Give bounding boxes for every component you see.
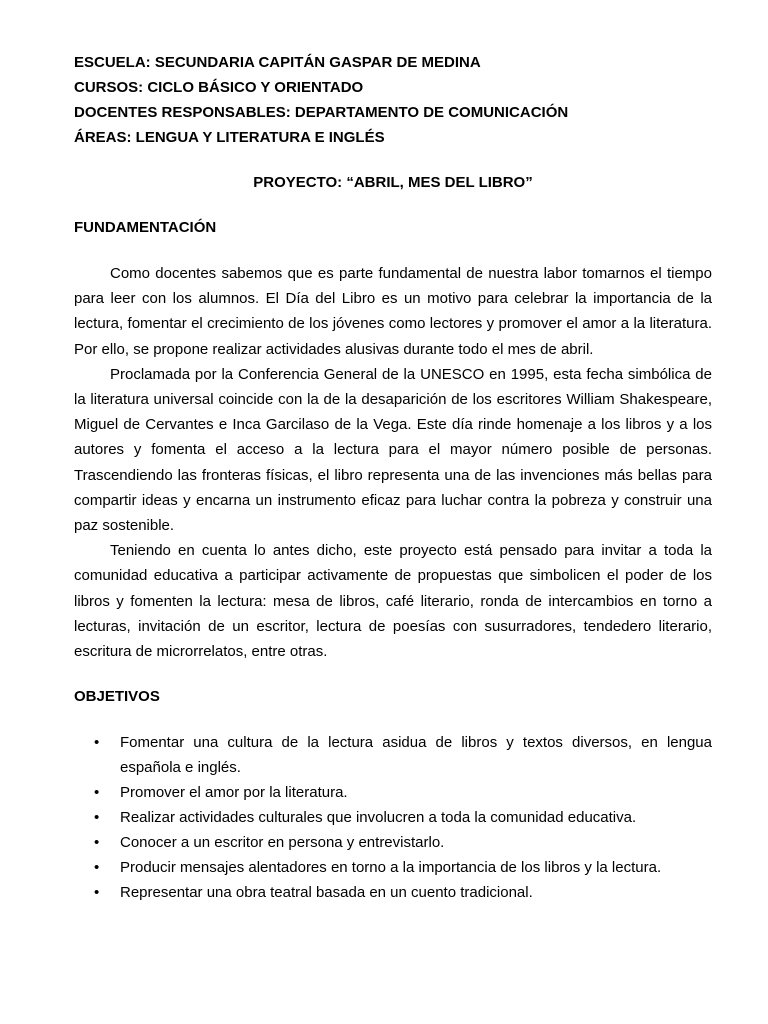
- list-item-text: Conocer a un escritor en persona y entrevistarlo.: [120, 834, 445, 852]
- header-school: ESCUELA: SECUNDARIA CAPITÁN GASPAR DE MEDINA: [74, 54, 481, 71]
- bullet-icon: •: [94, 809, 100, 827]
- list-item: [74, 830, 712, 855]
- fundamentacion-body: [74, 261, 712, 664]
- list-item-text: Representar una obra teatral basada en un cuento tradicional.: [120, 884, 533, 902]
- bullet-icon: •: [94, 834, 100, 852]
- bullet-icon: •: [94, 884, 100, 902]
- fundamentacion-paragraph: Proclamada por la Conferencia General de la UNESCO en 1995, esta fecha simbólica de la literatura universal coincide con la de la desaparición de los escritores William Shakespeare, Miguel de Cervantes e Inca Garcilaso de la Vega. Este día rinde homenaje a los libros y a los autores y fomenta el acceso a la lectura para el mayor número posible de personas. Trascendiendo las fronteras físicas, el libro representa una de las invenciones más bellas para compartir ideas y encarna un instrumento eficaz para luchar contra la pobreza y construir una paz sostenible.: [74, 365, 712, 535]
- list-item-text: Promover el amor por la literatura.: [120, 784, 348, 802]
- document-header: [74, 50, 712, 150]
- objetivos-list: [74, 730, 712, 905]
- bullet-icon: •: [94, 734, 100, 752]
- list-item: [74, 880, 712, 905]
- list-item-text: Realizar actividades culturales que involucren a toda la comunidad educativa.: [120, 809, 637, 827]
- list-item: [74, 805, 712, 830]
- fundamentacion-paragraph: Como docentes sabemos que es parte fundamental de nuestra labor tomarnos el tiempo para leer con los alumnos. El Día del Libro es un motivo para celebrar la importancia de la lectura, fomentar el crecimiento de los jóvenes como lectores y promover el amor a la literatura. Por ello, se propone realizar actividades alusivas durante todo el mes de abril.: [74, 265, 712, 358]
- list-item-text: Producir mensajes alentadores en torno a la importancia de los libros y la lectura.: [120, 859, 662, 877]
- fundamentacion-heading: FUNDAMENTACIÓN: [74, 219, 217, 236]
- bullet-icon: •: [94, 859, 100, 877]
- fundamentacion-paragraph: Teniendo en cuenta lo antes dicho, este proyecto está pensado para invitar a toda la comunidad educativa a participar activamente de propuestas que simbolicen el poder de los libros y fomenten la lectura: mesa de libros, café literario, ronda de intercambios en torno a lecturas, invitación de un escritor, lectura de poesías con susurradores, tendedero literario, escritura de microrrelatos, entre otras.: [74, 542, 712, 661]
- header-areas: ÁREAS: LENGUA Y LITERATURA E INGLÉS: [74, 129, 385, 146]
- list-item: [74, 855, 712, 880]
- objetivos-heading: OBJETIVOS: [74, 688, 160, 706]
- bullet-icon: •: [94, 784, 100, 802]
- header-teachers: DOCENTES RESPONSABLES: DEPARTAMENTO DE COMUNICACIÓN: [74, 104, 569, 121]
- list-item-text: Fomentar una cultura de la lectura asidua de libros y textos diversos, en lengua española e inglés.: [120, 734, 712, 777]
- project-title: PROYECTO: “ABRIL, MES DEL LIBRO”: [253, 174, 533, 191]
- list-item: [74, 780, 712, 805]
- list-item: [74, 730, 712, 780]
- header-courses: CURSOS: CICLO BÁSICO Y ORIENTADO: [74, 79, 364, 96]
